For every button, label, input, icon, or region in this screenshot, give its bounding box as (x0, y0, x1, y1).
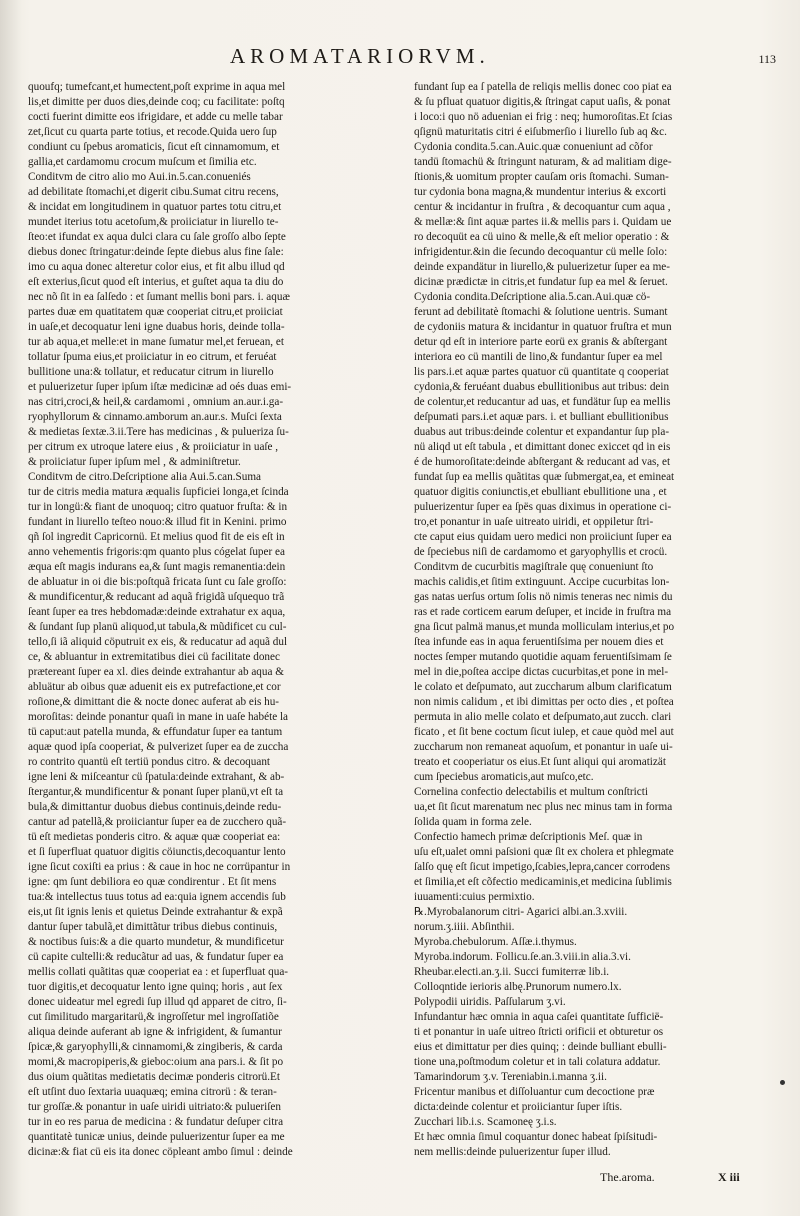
text-line: & ſundant ſup planü aliquod,ut tabula,& mũdificet cu cul- (28, 621, 287, 633)
text-line: tione una,poſtmodum coletur et in tali colatura addatur. (414, 1056, 661, 1068)
text-line: gallia,et cardamomu crocum muſcum et ſimilia etc. (28, 156, 257, 168)
text-line: ro contrito quantü eſt tertiü pondus citro. & decoquant (28, 756, 271, 768)
text-line: machis calidis,et ſitim extinguunt. Accipe cucurbitas lon- (414, 576, 670, 588)
text-line: Polypodii uiridis. Paſſularum ʒ.vi. (414, 996, 566, 1008)
text-line: noctes ſemper mutando quotidie aquam feruentiſsimam ſe (414, 651, 672, 663)
text-line: le colato et deſpumato, aut zuccharum album clarificatum (414, 681, 672, 693)
text-line: tur cydonia bona magna,& mundentur interius & excorti (414, 186, 667, 198)
text-line: Infundantur hæc omnia in aqua caſei quantitate ſufficië- (414, 1011, 664, 1023)
text-line: tello,ſi iã aliquid cöputruit ex eis, & reducatur ad aquã dul (28, 636, 288, 648)
text-line: ti et ponantur in uaſe uitreo ſtricti orificii et obturetur os (414, 1026, 664, 1038)
text-line: qſignü maturitatis citri é eiſubmerſio i liurello ſub aq &c. (414, 126, 667, 138)
text-line: abluätur ab oibus quæ aduenit eis ex putrefactione,et cor (28, 681, 281, 693)
running-title: AROMATARIORVM. (230, 44, 490, 68)
text-line: ſtionis,& uomitum propter cauſam oris ſtomachi. Suman- (414, 171, 669, 183)
text-line: ℞.Myrobalanorum citri- Agarici albi.an.3.xviii. (414, 906, 628, 918)
text-line: de colentur,et reducantur ad uas, et fundätur ſup ea mellis (414, 396, 671, 408)
text-line: partes duæ em quatitatem quæ cooperiat citru,et proiiciat (28, 306, 283, 318)
text-line: fundat ſup ea mellis quãtitas quæ ſubmergat,ea, et emineat (414, 471, 675, 483)
text-line: Confectio hamech primæ deſcriptionis Meſ. quæ in (414, 831, 643, 843)
text-line: diebus donec ſtringatur:deinde ſepte diebus alus fine ſale: (28, 246, 284, 258)
text-line: de cydoniis matura & incidantur in quatuor fruſtra et mun (414, 321, 672, 333)
text-line: dicta:deinde colentur et proiiciantur ſuper iſtis. (414, 1101, 623, 1113)
text-line: de ſpeciebus niſi de cardamomo et garyophyllis et crocü. (414, 546, 668, 558)
text-line: anno vehementis frigoris:qm quanto plus cógelat ſuper ea (28, 546, 285, 558)
text-line: infrigidentur.&in die ſecundo decoquantur cü melle ſolo: (414, 246, 668, 258)
text-line: deinde expandätur in liurello,& puluerizetur ſuper ea me- (414, 261, 670, 273)
text-line: et ſi ſuperfluat quatuor digitis cöiunctis,decoquantur lento (28, 846, 286, 858)
text-line: tur ab aqua,et melle:et in mane ſumatur mel,et feruean, et (28, 336, 284, 348)
ink-dot (780, 1080, 785, 1085)
text-line: centur & incidantur in fruſtra , & decoquantur cum aqua , (414, 201, 671, 213)
text-line: Zucchari lib.i.s. Scamoneę ʒ.i.s. (414, 1116, 557, 1128)
text-line: eius et dimittatur per dies quinq; : deinde bulliant ebulli- (414, 1041, 667, 1053)
signature-mark: X iii (718, 1170, 740, 1184)
text-line: mel in die,poſtea accipe dictas cucurbitas,et pone in mel- (414, 666, 669, 678)
text-line: ferunt ad debilitatè ſtomachi & ſolutione uentris. Sumant (414, 306, 668, 318)
text-line: mundet iterius totu acetoſum,& proiiciatur in liurello te- (28, 216, 279, 228)
text-line: treato et cooperiatur os eius.Et ſunt aliqui qui aromatizät (414, 756, 666, 768)
text-line: & ſu pfluat quatuor digitis,& ſtringat caput uaſis, & ponat (414, 96, 671, 108)
text-line: ſteo:et ifundat ex aqua dulci clara cu ſale groſſo albo ſepte (28, 231, 286, 243)
text-line: cantur ad patellã,& proiiciantur ſuper ea de zucchero quã- (28, 816, 287, 828)
text-line: nem mellis:deinde puluerizentur ſuper illud. (414, 1146, 611, 1158)
text-line: duabus aut tribus:deinde colentur et expandantur ſup pla- (414, 426, 670, 438)
text-line: Colloqntide ierioris albę.Prunorum numero.lx. (414, 981, 622, 993)
text-line: ce, & abluantur in extremitatibus diei cü facilitate donec (28, 651, 280, 663)
text-line: roſione,& dimittant die & nocte donec auferat ab eis hu- (28, 696, 280, 708)
text-line: cocti fuerint dimitte eos ifrigidare, et adde cu melle tabar (28, 111, 283, 123)
text-line: nec nõ ſit in ea ſalſedo : et ſumant mellis boni pars. i. aquæ (28, 291, 290, 303)
text-line: bullitione una:& tollatur, et reducatur citrum in liurello (28, 366, 274, 378)
text-line: non nimis calidum , et ibi dimittas per octo dies , et poſtea (414, 696, 674, 708)
text-line: i loco:i quo nö aduenian ei frig : neq; humoroſitas.Et ſcias (414, 111, 673, 123)
text-line: ryophyllorum & cinnamo.amborum an.aur.s. Muſci ſexta (28, 411, 282, 423)
left-text-column (28, 80, 390, 1160)
text-line: Conditvm de citro.Deſcriptione alia Aui.5.can.Suma (28, 471, 262, 483)
text-line: cte caput eius quidam uero medici non proiiciunt ſuper ea (414, 531, 672, 543)
text-line: nü aliqd ut eſt tabula , et dimittant donec exiccet qd in eis (414, 441, 671, 453)
text-line: Myroba.indorum. Follicu.ſe.an.3.viii.in alia.3.vi. (414, 951, 631, 963)
text-line: eſt exterius,ſicut quod eſt interius, et guſtet aqua ta diu do (28, 276, 284, 288)
text-line: gas natas uerſus ortum ſolis nö nimis teneras nec nimis du (414, 591, 673, 603)
text-line: zuccharum non remaneat aquoſum, et ponantur in uaſe ui- (414, 741, 673, 753)
text-line: lis,et dimitte per duos dies,deinde coq; cu facilitate: poſtq (28, 96, 285, 108)
text-line: cut ſimilitudo margaritarü,& ingroſſetur mel ingroſſatiõe (28, 1011, 279, 1023)
text-line: ro decoquüt ea cü uino & melle,& eſt melior operatio : & (414, 231, 670, 243)
text-line: ſtea infunde eas in aqua feruentiſsima per nouem dies et (414, 636, 664, 648)
text-line: tollatur ſpuma eius,et proiiciatur in eo citrum, et feruéat (28, 351, 277, 363)
text-line: nas citri,croci,& heil,& cardamomi , omnium an.aur.i.ga- (28, 396, 284, 408)
text-line: mellis collati quãtitas quæ cooperiat ea : et ſuperfluat qua- (28, 966, 289, 978)
text-line: Fricentur manibus et diſſoluantur cum decoctione præ (414, 1086, 655, 1098)
text-line: condiunt cu ſpebus aromaticis, ſicut eſt cinnamomum, et (28, 141, 280, 153)
text-line: igne leni & miſceantur cü ſpatula:deinde extrahant, & ab- (28, 771, 285, 783)
catchword: The.aroma. (600, 1170, 655, 1184)
text-line: ficato , et ſit bene coctum ſicut iulep, et caue quòd mel aut (414, 726, 674, 738)
text-line: zet,ſicut cu quarta parte totius, et recode.Quida uero ſup (28, 126, 277, 138)
text-line: Conditvm de cucurbitis magiſtrale quę conueniunt ſto (414, 561, 654, 573)
text-line: ſeant ſuper ea tres hebdomadæ:deinde extrahatur ex aqua, (28, 606, 286, 618)
page-number: 113 (758, 52, 776, 66)
text-line: ad debilitate ſtomachi,et digerit cibu.Sumat citru recens, (28, 186, 279, 198)
text-line: Tamarindorum ʒ.v. Tereniabin.i.manna ʒ.ii. (414, 1071, 607, 1083)
text-line: & mellæ:& ſint aquæ partes ii.& mellis pars i. Quidam ue (414, 216, 672, 228)
text-line: tur groſſæ.& ponantur in uaſe uiridi uitriato:& pulueriſen (28, 1101, 281, 1113)
text-line: et puluerizetur ſuper ipſum iſtæ medicinæ ad oés duas emi- (28, 381, 292, 393)
text-line: dicinæ:& fiat cü eis ita donec cöpleant ambo ſimul : deinde (28, 1146, 293, 1158)
text-line: lis pars.i.et aquæ partes quatuor cü quantitate q cooperiat (414, 366, 669, 378)
text-line: imo cu aqua donec alteretur color eius, et fit albu illud qd (28, 261, 285, 273)
text-line: in uaſe,et decoquatur leni igne duabus horis, deinde tolla- (28, 321, 285, 333)
text-line: tuor digitis,et decoquatur lento igne quinq; horis , aut ſex (28, 981, 283, 993)
text-line: iuuamenti:cuius permixtio. (414, 891, 535, 903)
gutter-shadow (0, 0, 22, 1216)
text-line: Rheubar.electi.an.ʒ.ii. Succi fumiterræ lib.i. (414, 966, 610, 978)
text-line: quatuor digitis coniunctis,et ebulliant ebullitione una , et (414, 486, 667, 498)
text-line: & proiiciatur ſuper ipſum mel , & adminiſtretur. (28, 456, 241, 468)
text-line: é de humoroſitate:deinde abſtergant & reducant ad vas, et (414, 456, 671, 468)
text-line: eis,ut ſit ignis lenis et quietus Deinde extrahantur & expã (28, 906, 283, 918)
text-line: tua:& intellectus tuus totus ad ea:quia ignem accendis ſub (28, 891, 286, 903)
text-line: tro,et ponantur in uaſe uitreato uiridi, et oppiletur ſtri- (414, 516, 654, 528)
text-line: donec uideatur mel egredi ſup illud qd apparet de citro, ſi- (28, 996, 287, 1008)
text-line: ſalſo quę eſt ſicut impetigo,ſcabies,lepra,cancer corrodens (414, 861, 670, 873)
text-line: Et hæc omnia ſimul coquantur donec habeat ſpiſsitudi- (414, 1131, 658, 1143)
text-line: tandü ſtomachü & ſtringunt naturam, & ad malitiam dige- (414, 156, 672, 168)
text-line: ſpicæ,& garyophylli,& cinnamomi,& zingiberis, & carda (28, 1041, 283, 1053)
text-line: moroſitas: deinde ponantur quaſi in mane in uaſe habéte la (28, 711, 289, 723)
text-line: momi,& macropiperis,& gieboc:oium ana pars.i. & ſit po (28, 1056, 284, 1068)
text-line: eſt utſint duo ſextaria uuaquæq; emina citrorü : & teran- (28, 1086, 277, 1098)
text-line: tü caput:aut patella munda, & effundatur ſuper ea tantum (28, 726, 283, 738)
text-line: puluerizentur ſuper ea ſpës quas diximus in operatione ci- (414, 501, 672, 513)
text-line: ſolida quam in forma zele. (414, 816, 532, 828)
text-line: uſu eſt,ualet omni paſsioni quæ ſit ex cholera et phlegmate (414, 846, 674, 858)
text-line: fundant in liurello teſteo nouo:& illud fit in Kenini. primo (28, 516, 287, 528)
text-line: & noctibus ſuis:& a die quarto mundetur, & mundificetur (28, 936, 284, 948)
text-line: dantur ſuper tabulã,et dimittãtur tribus diebus continuis, (28, 921, 278, 933)
text-line: tur in longü:& fiant de unoquoq; citro quatuor fruſta: & in (28, 501, 288, 513)
text-line: & mundificentur,& reducant ad aquã frigidã uſquequo trã (28, 591, 285, 603)
text-line: æqua eſt magis indurans ea,& ſunt magis remanentia:dein (28, 561, 286, 573)
text-line: igne ſicut coxiſti ea prius : & caue in hoc ne corrüpantur in (28, 861, 291, 873)
text-line: tur de citris media matura æqualis ſupficiei longa,et ſcinda (28, 486, 289, 498)
text-line: bula,& dimittantur duobus diebus continuis,deinde redu- (28, 801, 282, 813)
text-line: detur qd eſt in interiore parte eorü ex granis & abſtergant (414, 336, 668, 348)
text-line: tü eſt medietas ponderis citro. & aquæ quæ cooperiat ea: (28, 831, 281, 843)
right-text-column (414, 80, 774, 1160)
text-line: Conditvm de citro alio mo Aui.in.5.can.conueniés (28, 171, 251, 183)
text-line: tur in eo res parua de medicina : & fundatur deſuper citra (28, 1116, 284, 1128)
text-line: igne: qm ſunt debiliora eo quæ condirentur . Et ſit mens (28, 876, 277, 888)
text-line: Myroba.chebulorum. Aſſæ.i.thymus. (414, 936, 577, 948)
text-line: norum.ʒ.iiii. Abſinthii. (414, 921, 515, 933)
text-line: prætereant ſuper ea xl. dies deinde extrahantur ab aqua & (28, 666, 284, 678)
text-line: Cydonia condita.Deſcriptione alia.5.can.Aui.quæ cö- (414, 291, 651, 303)
text-line: interiora eo cü mantili de lino,& fundantur ſuper ea mel (414, 351, 663, 363)
text-line: Cornelina confectio delectabilis et multum conſtricti (414, 786, 648, 798)
text-line: deſpumati pars.i.et aquæ pars. i. et bulliant ebullitionibus (414, 411, 669, 423)
text-line: fundant ſup ea ſ patella de reliqis mellis donec coo piat ea (414, 81, 672, 93)
text-line: cü capite cultelli:& reducãtur ad uas, & fundatur ſuper ea (28, 951, 284, 963)
text-line: de abluatur in oi die bis:poſtquã fricata ſunt cu ſale groſſo: (28, 576, 287, 588)
text-line: quoufq; tumefcant,et humectent,poſt exprime in aqua mel (28, 81, 286, 93)
text-line: ua,et ſit ſicut marenatum nec plus nec minus tam in forma (414, 801, 673, 813)
text-line: quantitatè tunicæ unius, deinde puluerizentur ſuper ea me (28, 1131, 285, 1143)
text-line: et ſimilia,et eſt cõfectio medicaminis,et medicina ſublimis (414, 876, 672, 888)
text-line: & medietas ſextæ.3.ii.Tere has medicinas , & pulueriza ſu- (28, 426, 289, 438)
text-line: cum ſpeciebus aromaticis,aut muſco,etc. (414, 771, 594, 783)
text-line: Cydonia condita.5.can.Auic.quæ conueniunt ad cõfor (414, 141, 653, 153)
text-line: ras et rade corticem earum deſuper, et incide in fruſtra ma (414, 606, 672, 618)
text-line: ſtergantur,& mundificentur & ponant ſuper planü,vt eſt ta (28, 786, 284, 798)
running-header (230, 44, 776, 74)
text-line: dus oium quãtitas medietatis decimæ ponderis citrorü.Et (28, 1071, 280, 1083)
text-line: dicinæ prædictæ in citris,et fundatur ſup ea mel & ſeruet. (414, 276, 668, 288)
text-line: & incidat em longitudinem in quatuor partes totu citru,et (28, 201, 282, 213)
text-line: aquæ quod ipſa cooperiat, & pulverizet ſuper ea de zuccha (28, 741, 289, 753)
text-line: aliqua deinde auferant ab igne & infrigident, & ſumantur (28, 1026, 282, 1038)
text-line: qñ ſol ingredit Capricornü. Et melius quod fit de eis eſt in (28, 531, 285, 543)
text-line: permuta in alio melle colato et deſpumato,aut zucch. clari (414, 711, 672, 723)
text-line: cydonia,& feruéant duabus ebullitionibus aut tribus: dein (414, 381, 670, 393)
text-line: per citrum ex utroque latere eius , & proiiciatur in uaſe , (28, 441, 279, 453)
text-line: gna ſicut palmä manus,et munda molliculam interius,et po (414, 621, 675, 633)
